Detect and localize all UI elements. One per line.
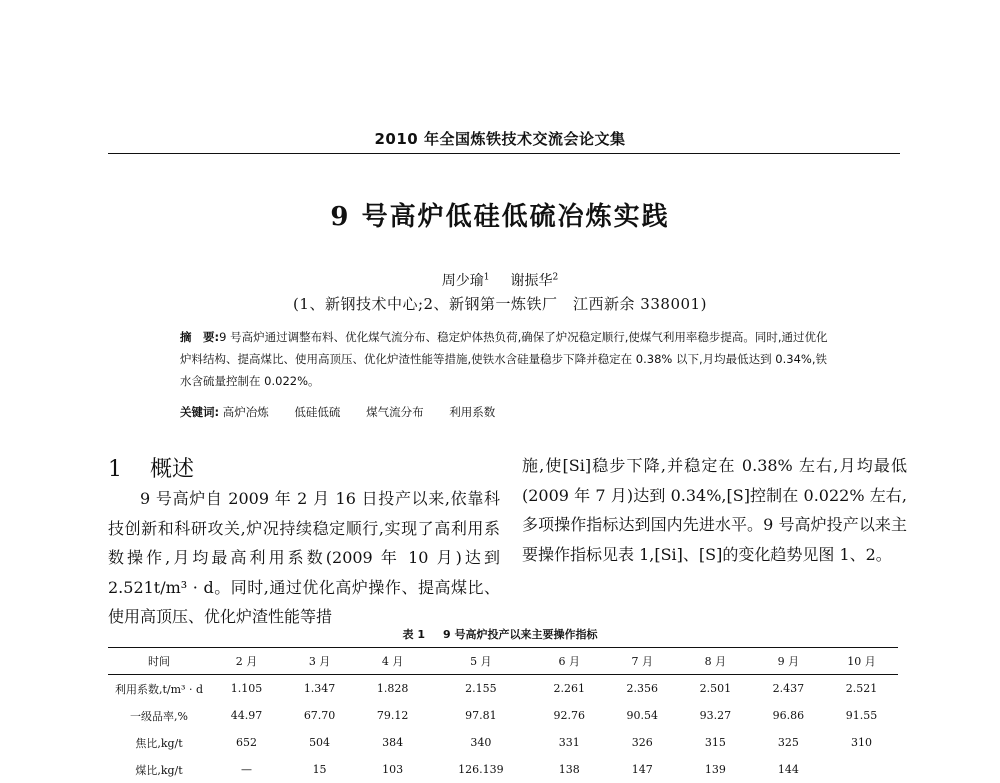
table-row [108,729,898,756]
table-cell: 147 [631,763,653,776]
affiliation: (1、新钢技术中心;2、新钢第一炼铁厂 江西新余 338001) [293,295,707,313]
table-cell: 2.261 [553,682,585,695]
keyword: 高炉冶炼 [222,405,269,419]
section-heading [108,452,194,483]
table-cell: 97.81 [465,709,497,722]
table-cell: 144 [777,763,799,776]
table-row [108,702,898,729]
keyword: 低硅低硫 [294,405,341,419]
table-cell: 79.12 [376,709,409,722]
table-cell: 310 [850,736,872,749]
keywords [180,404,830,420]
row-label: 一级品率,% [130,709,188,723]
paragraph: 9 号高炉自 2009 年 2 月 16 日投产以来,依靠科技创新和科研攻关,炉况持续稳定顺行,实现了高利用系数操作,月均最高利用系数(2009 年 10 月)达到 2.521t/m³ · d。同时,通过优化高炉操作、提高煤比、使用高顶压、优化炉渣性能等措 [108,489,500,626]
keyword: 利用系数 [449,405,496,419]
row-label: 利用系数,t/m³ · d [115,682,203,696]
table-number: 表 1 [402,628,425,641]
header-rule [108,153,900,154]
table-cell: 2.437 [772,682,805,695]
column-header: 9 月 [777,655,800,668]
column-header: 6 月 [558,655,580,668]
table-caption [0,626,1000,642]
column-header: 3 月 [308,655,331,668]
column-header: 5 月 [470,655,492,668]
table-cell: 326 [631,736,653,749]
author-name: 谢振华 [510,273,553,289]
row-label: 焦比,kg/t [135,736,183,750]
table-cell: 325 [777,736,799,749]
table-cell: — [241,763,253,776]
column-header: 4 月 [381,655,404,668]
table-cell: 1.347 [303,682,336,695]
column-header: 时间 [148,655,170,668]
row-label: 煤比,kg/t [135,763,183,777]
table-header-row [108,648,898,675]
abstract-text: 9 号高炉通过调整布料、优化煤气流分布、稳定炉体热负荷,确保了炉况稳定顺行,使煤气利用率稳步提高。同时,通过优化炉料结构、提高煤比、使用高顶压、优化炉渣性能等措施,使铁水含硅量稳步下降并稳定在 0.38% 以下,月均最低达到 0.34%,铁水含硫量控制在 0.022%。 [180,330,828,388]
table-cell: 1.828 [376,682,409,695]
author-sup: 1 [483,272,490,283]
table-cell: 138 [558,763,580,776]
author-name: 周少瑜 [441,273,484,289]
table-cell: 15 [312,763,327,776]
column-header: 7 月 [631,655,654,668]
table-cell: 91.55 [845,709,878,722]
table-cell: 331 [558,736,580,749]
table-cell: 92.76 [553,709,585,722]
table-cell: 67.70 [303,709,336,722]
body-right-column [522,451,907,569]
table-cell: 340 [470,736,492,749]
body-left-column [108,484,500,632]
column-header: 10 月 [847,655,876,668]
paper-title: 9 号高炉低硅低硫冶炼实践 [330,202,670,232]
abstract-label: 摘 要: [180,330,220,344]
table-cell: 2.155 [465,682,497,695]
authors [0,270,1000,290]
table-cell: 103 [382,763,404,776]
table-cell [825,756,898,783]
abstract [180,326,830,392]
table-title: 9 号高炉投产以来主要操作指标 [443,628,598,641]
keyword: 煤气流分布 [366,405,424,419]
table-cell: 126.139 [458,763,504,776]
operating-indicators-table [108,647,898,783]
table-cell: 504 [309,736,331,749]
table-row [108,675,898,703]
section-title: 概述 [150,457,195,482]
running-header: 2010 年全国炼铁技术交流会论文集 [374,130,626,148]
table-row [108,756,898,783]
table-cell: 96.86 [772,709,805,722]
table-cell: 90.54 [626,709,659,722]
table-cell: 1.105 [230,682,263,695]
table-cell: 2.521 [845,682,878,695]
table-cell: 2.356 [626,682,659,695]
table-cell: 652 [236,736,258,749]
column-header: 8 月 [704,655,727,668]
paragraph: 施,使[Si]稳步下降,并稳定在 0.38% 左右,月均最低(2009 年 7 月)达到 0.34%,[S]控制在 0.022% 左右,多项操作指标达到国内先进水平。9 号高炉投产以来主要操作指标见表 1,[Si]、[S]的变化趋势见图 1、2。 [522,456,907,564]
section-number: 1 [108,457,122,482]
table-cell: 93.27 [699,709,732,722]
table-cell: 2.501 [699,682,732,695]
author-sup: 2 [552,272,559,283]
table-cell: 384 [382,736,404,749]
column-header: 2 月 [235,655,258,668]
table-cell: 139 [704,763,726,776]
keywords-label: 关键词: [180,405,220,419]
table-cell: 44.97 [230,709,263,722]
table-cell: 315 [704,736,726,749]
